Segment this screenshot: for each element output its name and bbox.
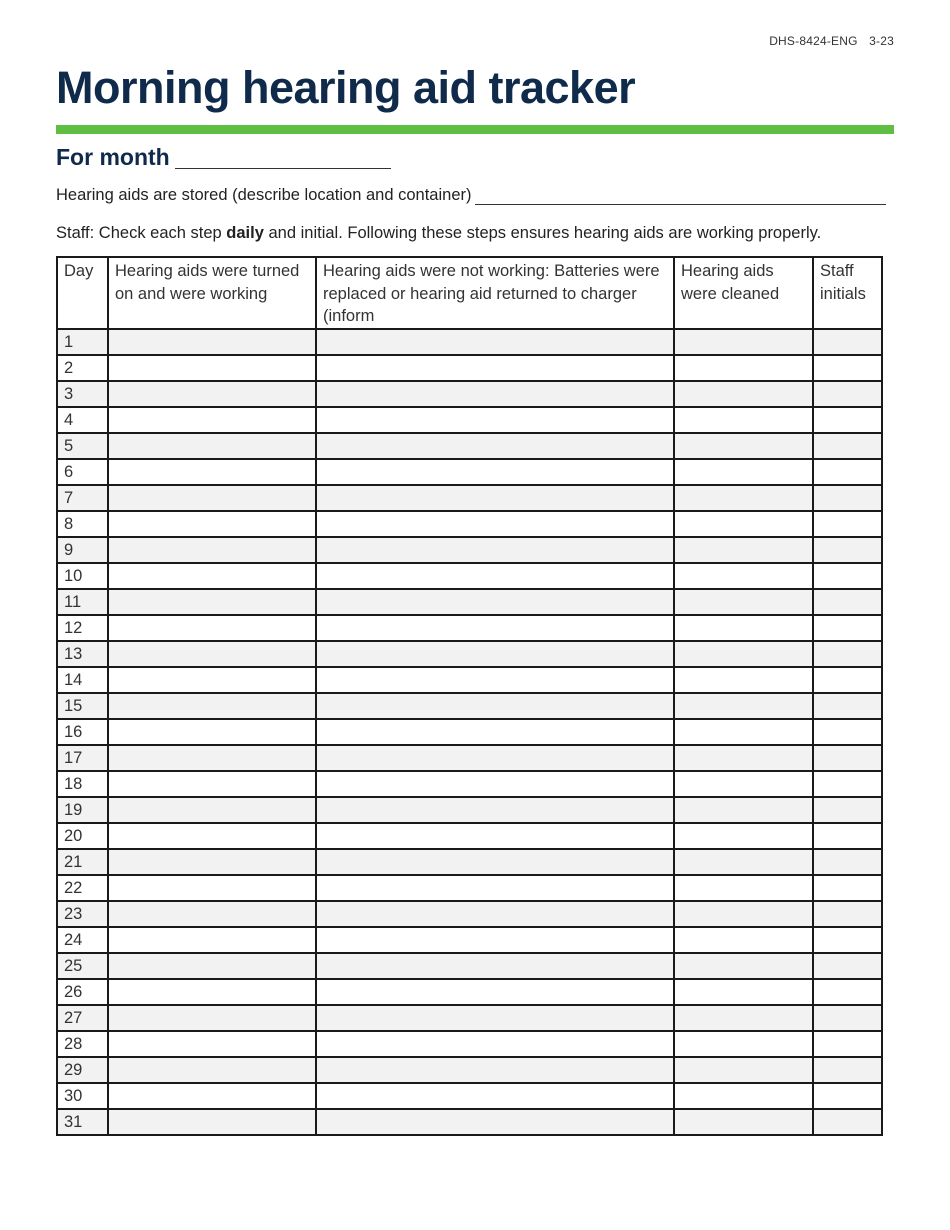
not-working-action-cell[interactable]: [316, 563, 674, 589]
cleaned-cell[interactable]: [674, 1031, 813, 1057]
turned-on-working-cell[interactable]: [108, 719, 316, 745]
day-number-cell: 21: [57, 849, 108, 875]
staff-initials-cell[interactable]: [813, 433, 882, 459]
table-row: [57, 901, 882, 927]
table-row: [57, 381, 882, 407]
table-row: [57, 485, 882, 511]
staff-initials-cell[interactable]: [813, 511, 882, 537]
day-number-cell: 5: [57, 433, 108, 459]
staff-initials-cell[interactable]: [813, 667, 882, 693]
cleaned-cell[interactable]: [674, 615, 813, 641]
turned-on-working-cell[interactable]: [108, 615, 316, 641]
day-number-cell: 2: [57, 355, 108, 381]
table-row: [57, 927, 882, 953]
storage-location-field: [56, 184, 886, 206]
day-number-cell: 28: [57, 1031, 108, 1057]
staff-initials-cell[interactable]: [813, 459, 882, 485]
hearing-aid-tracker-table: [56, 256, 883, 1136]
not-working-action-cell[interactable]: [316, 771, 674, 797]
not-working-action-cell[interactable]: [316, 459, 674, 485]
day-number-cell: 27: [57, 1005, 108, 1031]
cleaned-cell[interactable]: [674, 875, 813, 901]
table-row: [57, 1083, 882, 1109]
staff-initials-cell[interactable]: [813, 589, 882, 615]
staff-initials-cell[interactable]: [813, 745, 882, 771]
title-accent-rule: [56, 125, 894, 134]
turned-on-working-cell[interactable]: [108, 797, 316, 823]
not-working-action-cell[interactable]: [316, 797, 674, 823]
staff-initials-cell[interactable]: [813, 615, 882, 641]
turned-on-working-cell[interactable]: [108, 537, 316, 563]
form-code: DHS-8424-ENG: [769, 34, 858, 48]
staff-initials-cell[interactable]: [813, 797, 882, 823]
page-title: Morning hearing aid tracker: [56, 62, 636, 113]
staff-initials-cell[interactable]: [813, 693, 882, 719]
not-working-action-cell[interactable]: [316, 641, 674, 667]
instructions-text-after: and initial. Following these steps ensures hearing aids are working properly.: [263, 224, 822, 242]
header-turned-on-working: Hearing aids were turned on and were working: [108, 257, 316, 329]
turned-on-working-cell[interactable]: [108, 563, 316, 589]
table-row: [57, 615, 882, 641]
staff-initials-cell[interactable]: [813, 875, 882, 901]
turned-on-working-cell[interactable]: [108, 823, 316, 849]
storage-location-label: Hearing aids are stored (describe location and container): [56, 186, 472, 204]
turned-on-working-cell[interactable]: [108, 381, 316, 407]
storage-location-input-line[interactable]: [475, 203, 886, 205]
table-row: [57, 355, 882, 381]
table-row: [57, 563, 882, 589]
header-not-working-action: Hearing aids were not working: Batteries were replaced or hearing aid returned to charger (inform: [316, 257, 674, 329]
turned-on-working-cell[interactable]: [108, 407, 316, 433]
table-row: [57, 537, 882, 563]
cleaned-cell[interactable]: [674, 355, 813, 381]
turned-on-working-cell[interactable]: [108, 641, 316, 667]
table-row: [57, 329, 882, 355]
table-row: [57, 745, 882, 771]
not-working-action-cell[interactable]: [316, 407, 674, 433]
cleaned-cell[interactable]: [674, 459, 813, 485]
turned-on-working-cell[interactable]: [108, 979, 316, 1005]
day-number-cell: 6: [57, 459, 108, 485]
not-working-action-cell[interactable]: [316, 329, 674, 355]
cleaned-cell[interactable]: [674, 771, 813, 797]
turned-on-working-cell[interactable]: [108, 1057, 316, 1083]
staff-initials-cell[interactable]: [813, 927, 882, 953]
not-working-action-cell[interactable]: [316, 1005, 674, 1031]
cleaned-cell[interactable]: [674, 745, 813, 771]
day-number-cell: 1: [57, 329, 108, 355]
staff-initials-cell[interactable]: [813, 979, 882, 1005]
day-number-cell: 20: [57, 823, 108, 849]
table-row: [57, 511, 882, 537]
table-row: [57, 719, 882, 745]
cleaned-cell[interactable]: [674, 823, 813, 849]
not-working-action-cell[interactable]: [316, 355, 674, 381]
table-row: [57, 953, 882, 979]
turned-on-working-cell[interactable]: [108, 485, 316, 511]
staff-initials-cell[interactable]: [813, 485, 882, 511]
table-row: [57, 849, 882, 875]
not-working-action-cell[interactable]: [316, 901, 674, 927]
turned-on-working-cell[interactable]: [108, 771, 316, 797]
table-header-row: [57, 257, 882, 329]
staff-initials-cell[interactable]: [813, 381, 882, 407]
not-working-action-cell[interactable]: [316, 953, 674, 979]
turned-on-working-cell[interactable]: [108, 927, 316, 953]
day-number-cell: 19: [57, 797, 108, 823]
staff-initials-cell[interactable]: [813, 329, 882, 355]
staff-initials-cell[interactable]: [813, 1083, 882, 1109]
not-working-action-cell[interactable]: [316, 849, 674, 875]
not-working-action-cell[interactable]: [316, 875, 674, 901]
day-number-cell: 14: [57, 667, 108, 693]
turned-on-working-cell[interactable]: [108, 433, 316, 459]
staff-initials-cell[interactable]: [813, 1057, 882, 1083]
day-number-cell: 15: [57, 693, 108, 719]
not-working-action-cell[interactable]: [316, 927, 674, 953]
table-row: [57, 1109, 882, 1135]
day-number-cell: 10: [57, 563, 108, 589]
day-number-cell: 17: [57, 745, 108, 771]
not-working-action-cell[interactable]: [316, 823, 674, 849]
not-working-action-cell[interactable]: [316, 979, 674, 1005]
staff-initials-cell[interactable]: [813, 771, 882, 797]
turned-on-working-cell[interactable]: [108, 355, 316, 381]
not-working-action-cell[interactable]: [316, 589, 674, 615]
table-row: [57, 641, 882, 667]
turned-on-working-cell[interactable]: [108, 745, 316, 771]
cleaned-cell[interactable]: [674, 433, 813, 459]
turned-on-working-cell[interactable]: [108, 667, 316, 693]
cleaned-cell[interactable]: [674, 641, 813, 667]
cleaned-cell[interactable]: [674, 381, 813, 407]
turned-on-working-cell[interactable]: [108, 901, 316, 927]
day-number-cell: 8: [57, 511, 108, 537]
cleaned-cell[interactable]: [674, 329, 813, 355]
not-working-action-cell[interactable]: [316, 1057, 674, 1083]
month-input-line[interactable]: [175, 167, 391, 169]
day-number-cell: 16: [57, 719, 108, 745]
cleaned-cell[interactable]: [674, 719, 813, 745]
cleaned-cell[interactable]: [674, 927, 813, 953]
cleaned-cell[interactable]: [674, 901, 813, 927]
staff-initials-cell[interactable]: [813, 953, 882, 979]
table-row: [57, 771, 882, 797]
day-number-cell: 7: [57, 485, 108, 511]
cleaned-cell[interactable]: [674, 1083, 813, 1109]
day-number-cell: 26: [57, 979, 108, 1005]
instructions-emphasis: daily: [226, 224, 264, 242]
table-row: [57, 407, 882, 433]
table-row: [57, 693, 882, 719]
not-working-action-cell[interactable]: [316, 511, 674, 537]
instructions-text-before: Staff: Check each step: [56, 224, 227, 242]
staff-initials-cell[interactable]: [813, 719, 882, 745]
day-number-cell: 22: [57, 875, 108, 901]
day-number-cell: 30: [57, 1083, 108, 1109]
day-number-cell: 25: [57, 953, 108, 979]
table-row: [57, 1005, 882, 1031]
not-working-action-cell[interactable]: [316, 745, 674, 771]
table-row: [57, 433, 882, 459]
turned-on-working-cell[interactable]: [108, 875, 316, 901]
table-row: [57, 823, 882, 849]
cleaned-cell[interactable]: [674, 589, 813, 615]
not-working-action-cell[interactable]: [316, 693, 674, 719]
month-label: For month: [56, 144, 170, 170]
form-revision-date: 3-23: [869, 34, 894, 48]
turned-on-working-cell[interactable]: [108, 953, 316, 979]
cleaned-cell[interactable]: [674, 797, 813, 823]
header-staff-initials: Staff initials: [813, 257, 882, 329]
turned-on-working-cell[interactable]: [108, 459, 316, 485]
staff-initials-cell[interactable]: [813, 355, 882, 381]
turned-on-working-cell[interactable]: [108, 693, 316, 719]
not-working-action-cell[interactable]: [316, 485, 674, 511]
form-identifier: [769, 34, 894, 48]
cleaned-cell[interactable]: [674, 979, 813, 1005]
table-row: [57, 667, 882, 693]
header-day: Day: [57, 257, 108, 329]
turned-on-working-cell[interactable]: [108, 1031, 316, 1057]
not-working-action-cell[interactable]: [316, 537, 674, 563]
staff-initials-cell[interactable]: [813, 901, 882, 927]
turned-on-working-cell[interactable]: [108, 589, 316, 615]
cleaned-cell[interactable]: [674, 407, 813, 433]
not-working-action-cell[interactable]: [316, 719, 674, 745]
turned-on-working-cell[interactable]: [108, 1005, 316, 1031]
day-number-cell: 31: [57, 1109, 108, 1135]
day-number-cell: 24: [57, 927, 108, 953]
staff-initials-cell[interactable]: [813, 563, 882, 589]
table-row: [57, 1031, 882, 1057]
day-number-cell: 11: [57, 589, 108, 615]
cleaned-cell[interactable]: [674, 849, 813, 875]
cleaned-cell[interactable]: [674, 1057, 813, 1083]
month-field: [56, 142, 391, 172]
header-cleaned: Hearing aids were cleaned: [674, 257, 813, 329]
not-working-action-cell[interactable]: [316, 1109, 674, 1135]
not-working-action-cell[interactable]: [316, 667, 674, 693]
not-working-action-cell[interactable]: [316, 615, 674, 641]
day-number-cell: 23: [57, 901, 108, 927]
table-row: [57, 875, 882, 901]
day-number-cell: 9: [57, 537, 108, 563]
table-row: [57, 589, 882, 615]
day-number-cell: 4: [57, 407, 108, 433]
staff-initials-cell[interactable]: [813, 849, 882, 875]
turned-on-working-cell[interactable]: [108, 511, 316, 537]
staff-initials-cell[interactable]: [813, 823, 882, 849]
staff-instructions: [56, 222, 896, 244]
table-row: [57, 979, 882, 1005]
staff-initials-cell[interactable]: [813, 1031, 882, 1057]
cleaned-cell[interactable]: [674, 667, 813, 693]
cleaned-cell[interactable]: [674, 485, 813, 511]
staff-initials-cell[interactable]: [813, 641, 882, 667]
day-number-cell: 3: [57, 381, 108, 407]
cleaned-cell[interactable]: [674, 953, 813, 979]
cleaned-cell[interactable]: [674, 563, 813, 589]
day-number-cell: 12: [57, 615, 108, 641]
day-number-cell: 13: [57, 641, 108, 667]
table-row: [57, 797, 882, 823]
turned-on-working-cell[interactable]: [108, 329, 316, 355]
staff-initials-cell[interactable]: [813, 1005, 882, 1031]
cleaned-cell[interactable]: [674, 693, 813, 719]
cleaned-cell[interactable]: [674, 1005, 813, 1031]
turned-on-working-cell[interactable]: [108, 1083, 316, 1109]
turned-on-working-cell[interactable]: [108, 1109, 316, 1135]
cleaned-cell[interactable]: [674, 537, 813, 563]
not-working-action-cell[interactable]: [316, 1031, 674, 1057]
day-number-cell: 29: [57, 1057, 108, 1083]
staff-initials-cell[interactable]: [813, 537, 882, 563]
cleaned-cell[interactable]: [674, 511, 813, 537]
not-working-action-cell[interactable]: [316, 433, 674, 459]
not-working-action-cell[interactable]: [316, 1083, 674, 1109]
cleaned-cell[interactable]: [674, 1109, 813, 1135]
table-row: [57, 1057, 882, 1083]
staff-initials-cell[interactable]: [813, 407, 882, 433]
table-row: [57, 459, 882, 485]
not-working-action-cell[interactable]: [316, 381, 674, 407]
day-number-cell: 18: [57, 771, 108, 797]
turned-on-working-cell[interactable]: [108, 849, 316, 875]
staff-initials-cell[interactable]: [813, 1109, 882, 1135]
